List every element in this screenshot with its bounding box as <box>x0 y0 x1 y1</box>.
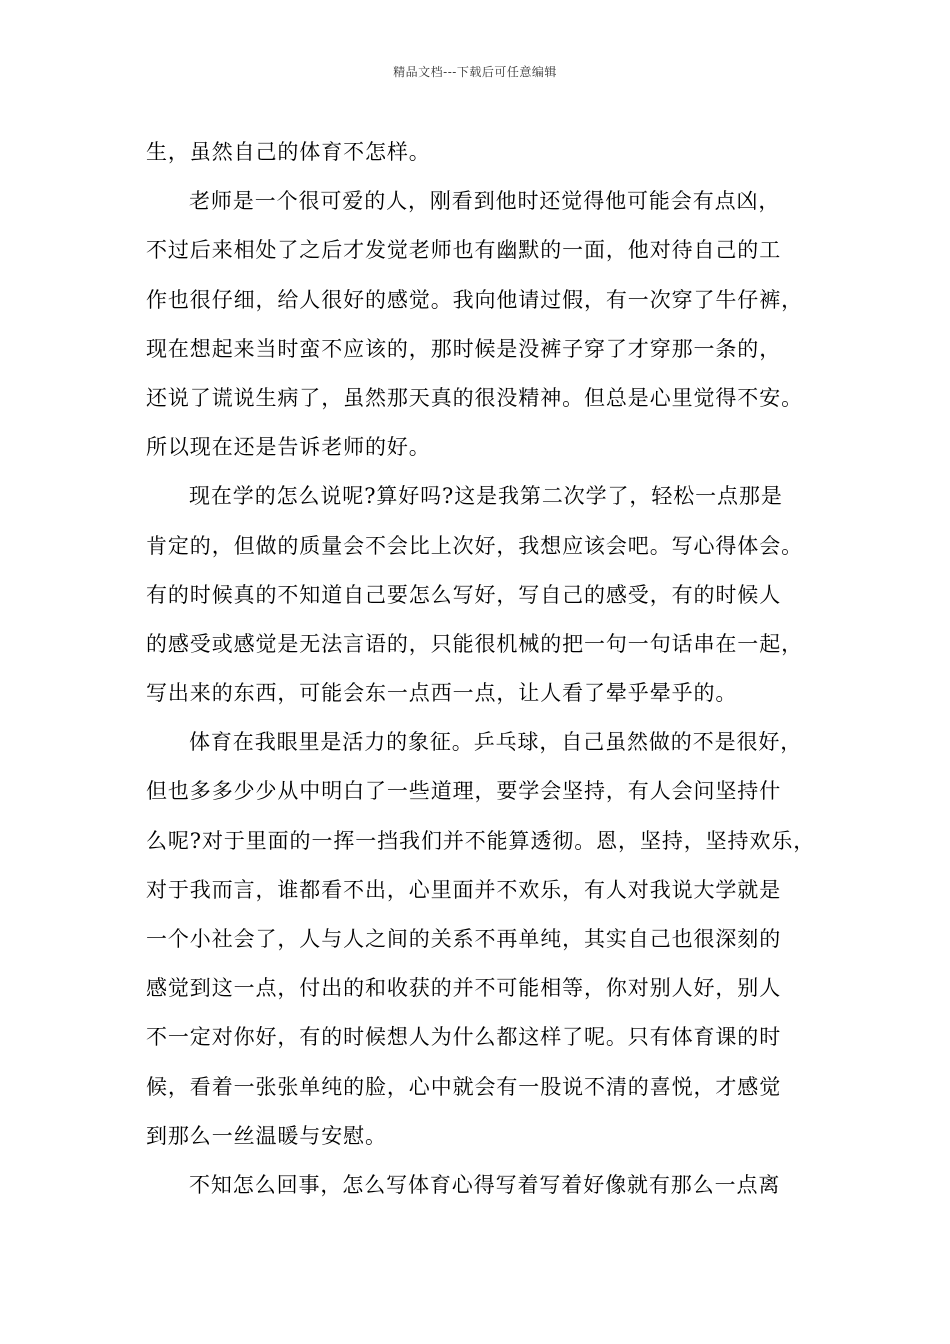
paragraph-first-line: 不知怎么回事，怎么写体育心得写着写着好像就有那么一点离 <box>189 1172 781 1197</box>
text-line: 但也多多少少从中明白了一些道理，要学会坚持，有人会问坚持什 <box>146 779 782 804</box>
text-line: 一个小社会了，人与人之间的关系不再单纯，其实自己也很深刻的 <box>146 927 782 951</box>
text-line: 不一定对你好，有的时候想人为什么都这样了呢。只有体育课的时 <box>146 1025 782 1050</box>
text-line: 不过后来相处了之后才发觉老师也有幽默的一面，他对待自己的工 <box>146 238 782 263</box>
paragraph-first-line: 老师是一个很可爱的人，刚看到他时还觉得他可能会有点凶， <box>189 189 781 214</box>
text-line: 对于我而言，谁都看不出，心里面并不欢乐，有人对我说大学就是 <box>146 877 782 902</box>
text-line: 的感受或感觉是无法言语的，只能很机械的把一句一句话串在一起， <box>146 631 803 656</box>
paragraph-first-line: 现在学的怎么说呢?算好吗?这是我第二次学了，轻松一点那是 <box>189 484 783 509</box>
document-body <box>146 128 824 1210</box>
text-line: 到那么一丝温暖与安慰。 <box>146 1123 387 1148</box>
page-header: 精品文档---下载后可任意编辑 <box>393 65 557 79</box>
text-line: 写出来的东西，可能会东一点西一点，让人看了晕乎晕乎的。 <box>146 681 738 706</box>
text-line: 么呢?对于里面的一挥一挡我们并不能算透彻。恩，坚持，坚持欢乐， <box>146 828 816 853</box>
text-line: 感觉到这一点，付出的和收获的并不可能相等，你对别人好，别人 <box>146 976 782 1001</box>
text-line: 所以现在还是告诉老师的好。 <box>146 435 431 460</box>
text-line: 候，看着一张张单纯的脸，心中就会有一股说不清的喜悦，才感觉 <box>146 1074 782 1099</box>
text-line: 肯定的，但做的质量会不会比上次好，我想应该会吧。写心得体会。 <box>146 533 803 558</box>
text-line: 生，虽然自己的体育不怎样。 <box>146 140 431 164</box>
paragraph-first-line: 体育在我眼里是活力的象征。乒乓球，自己虽然做的不是很好， <box>189 730 803 755</box>
text-line: 有的时候真的不知道自己要怎么写好，写自己的感受，有的时候人 <box>146 582 782 607</box>
text-line: 还说了谎说生病了，虽然那天真的很没精神。但总是心里觉得不安。 <box>146 385 803 410</box>
text-line: 现在想起来当时蛮不应该的，那时候是没裤子穿了才穿那一条的， <box>146 336 782 361</box>
text-line: 作也很仔细，给人很好的感觉。我向他请过假，有一次穿了牛仔裤， <box>146 287 803 312</box>
